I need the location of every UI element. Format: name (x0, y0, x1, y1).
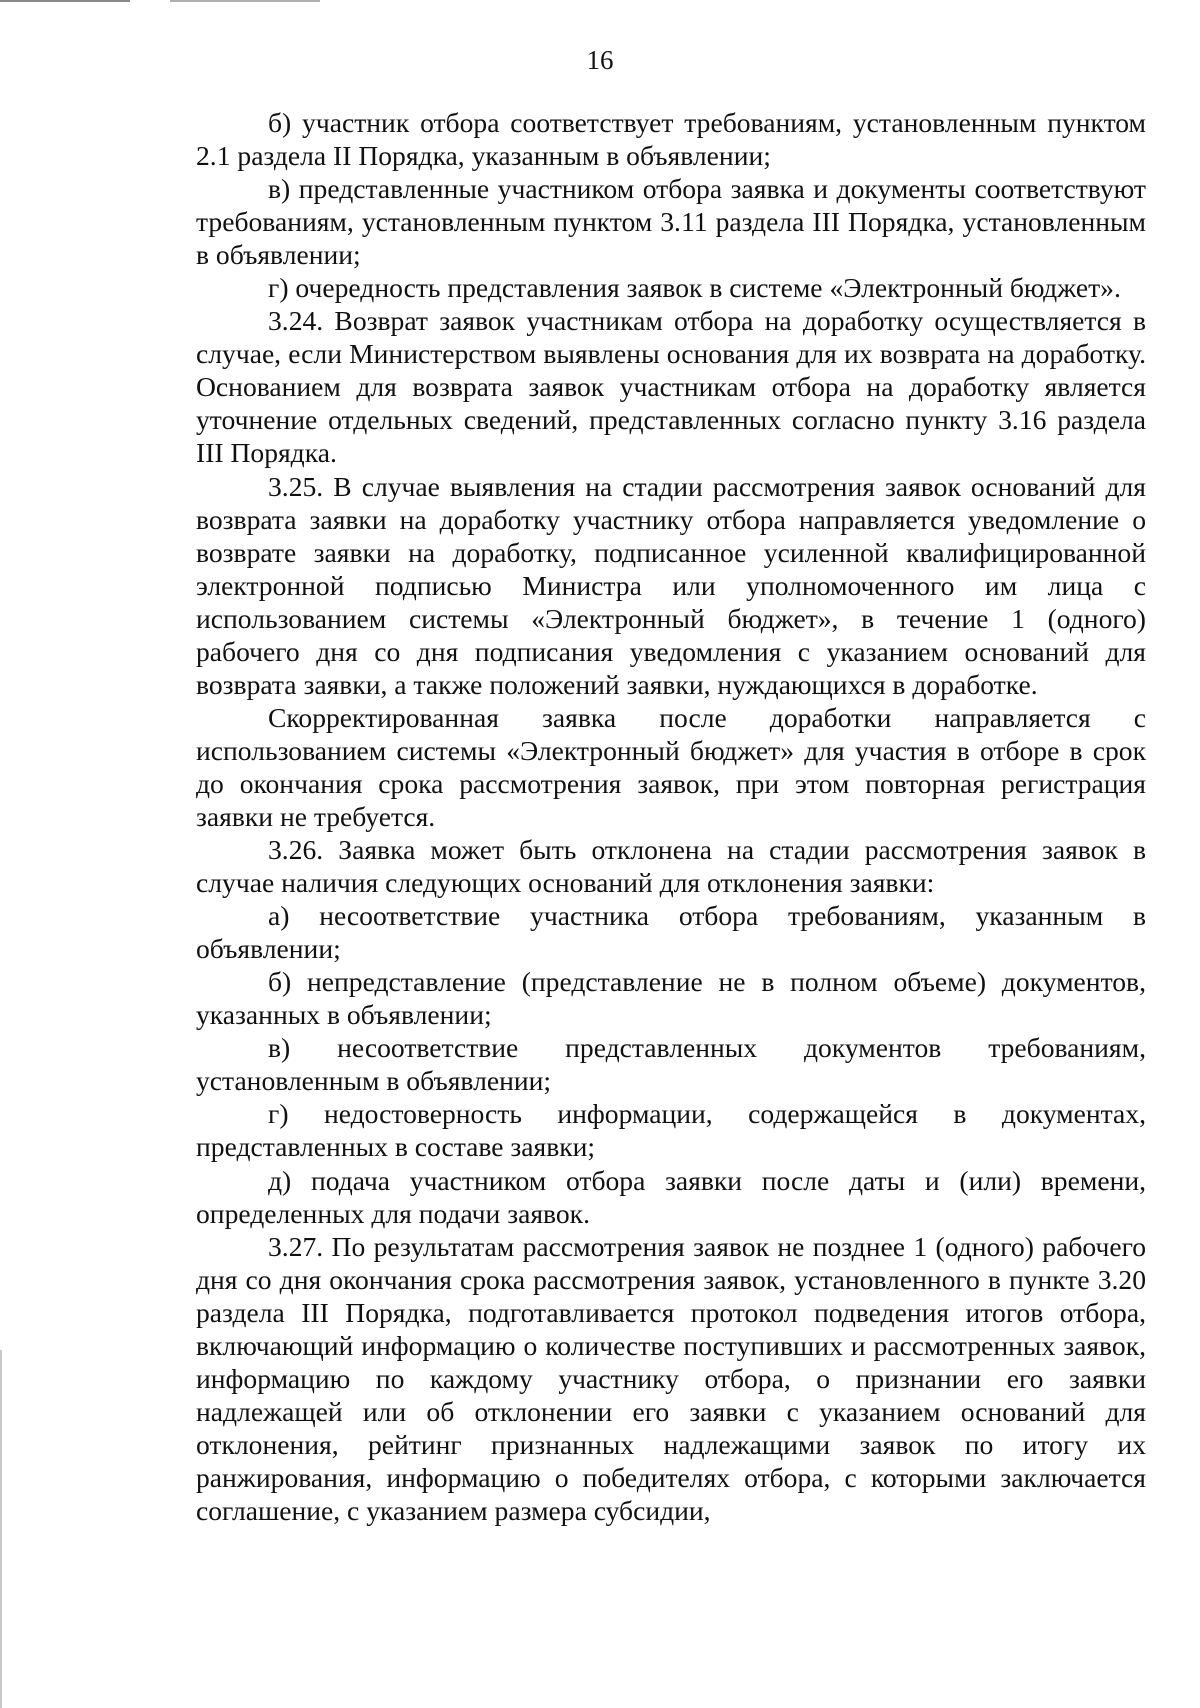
paragraph-rejection-v: в) несоответствие представленных документов требованиям, установленным в объявлении; (196, 1032, 1146, 1097)
paragraph-rejection-b: б) непредставление (представление не в полном объеме) документов, указанных в объявлении; (196, 966, 1146, 1031)
paragraph-rejection-a: а) несоответствие участника отбора требованиям, указанным в объявлении; (196, 900, 1146, 965)
paragraph-item-g-criteria: г) очередность представления заявок в системе «Электронный бюджет». (268, 272, 1121, 304)
paragraph-corrected-application: Скорректированная заявка после доработки направляется с использованием системы «Электронный бюджет» для участия в отборе в срок до окончания срока рассмотрения заявок, при этом повторная регистрация заявки не требуется. (196, 701, 1146, 832)
paragraph-3-26: 3.26. Заявка может быть отклонена на стадии рассмотрения заявок в случае наличия следующих оснований для отклонения заявки: (196, 834, 1146, 899)
paragraph-item-b-criteria: б) участник отбора соответствует требованиям, установленным пунктом 2.1 раздела II Порядка, указанным в объявлении; (196, 107, 1146, 172)
paragraph-rejection-g: г) недостоверность информации, содержащейся в документах, представленных в составе заявки; (196, 1098, 1146, 1163)
scan-edge-mark (0, 0, 130, 2)
paragraph-3-25: 3.25. В случае выявления на стадии рассмотрения заявок оснований для возврата заявки на доработку участнику отбора направляется уведомление о возврате заявки на доработку, подписанное усиленной квалифицированной электронной подписью Министра или уполномоченного им лица с использованием системы «Электронный бюджет», в течение 1 (одного) рабочего дня со дня подписания уведомления с указанием оснований для возврата заявки, а также положений заявки, нуждающихся в доработке. (196, 470, 1146, 700)
paragraph-rejection-d: д) подача участником отбора заявки после даты и (или) времени, определенных для подачи заявок. (196, 1164, 1146, 1229)
paragraph-3-27: 3.27. По результатам рассмотрения заявок не позднее 1 (одного) рабочего дня со дня окончания срока рассмотрения заявок, установленного в пункте 3.20 раздела III Порядка, подготавливается протокол подведения итогов отбора, включающий информацию о количестве поступивших и рассмотренных заявок, информацию по каждому участнику отбора, о признании его заявки надлежащей или об отклонении его заявки с указанием оснований для отклонения, рейтинг признанных надлежащими заявок по итогу их ранжирования, информацию о победителях отбора, с которыми заключается соглашение, с указанием размера субсидии, (196, 1230, 1146, 1526)
paragraph-3-24: 3.24. Возврат заявок участникам отбора на доработку осуществляется в случае, если Министерством выявлены основания для их возврата на доработку. Основанием для возврата заявок участникам отбора на доработку является уточнение отдельных сведений, представленных согласно пункту 3.16 раздела III Порядка. (196, 305, 1146, 469)
page-number: 16 (586, 45, 614, 75)
scan-edge-mark (0, 1350, 2, 1708)
paragraph-item-v-criteria: в) представленные участником отбора заявка и документы соответствуют требованиям, установленным пунктом 3.11 раздела III Порядка, установленным в объявлении; (196, 173, 1146, 271)
document-body (196, 106, 1146, 1527)
scan-edge-mark (170, 0, 320, 2)
